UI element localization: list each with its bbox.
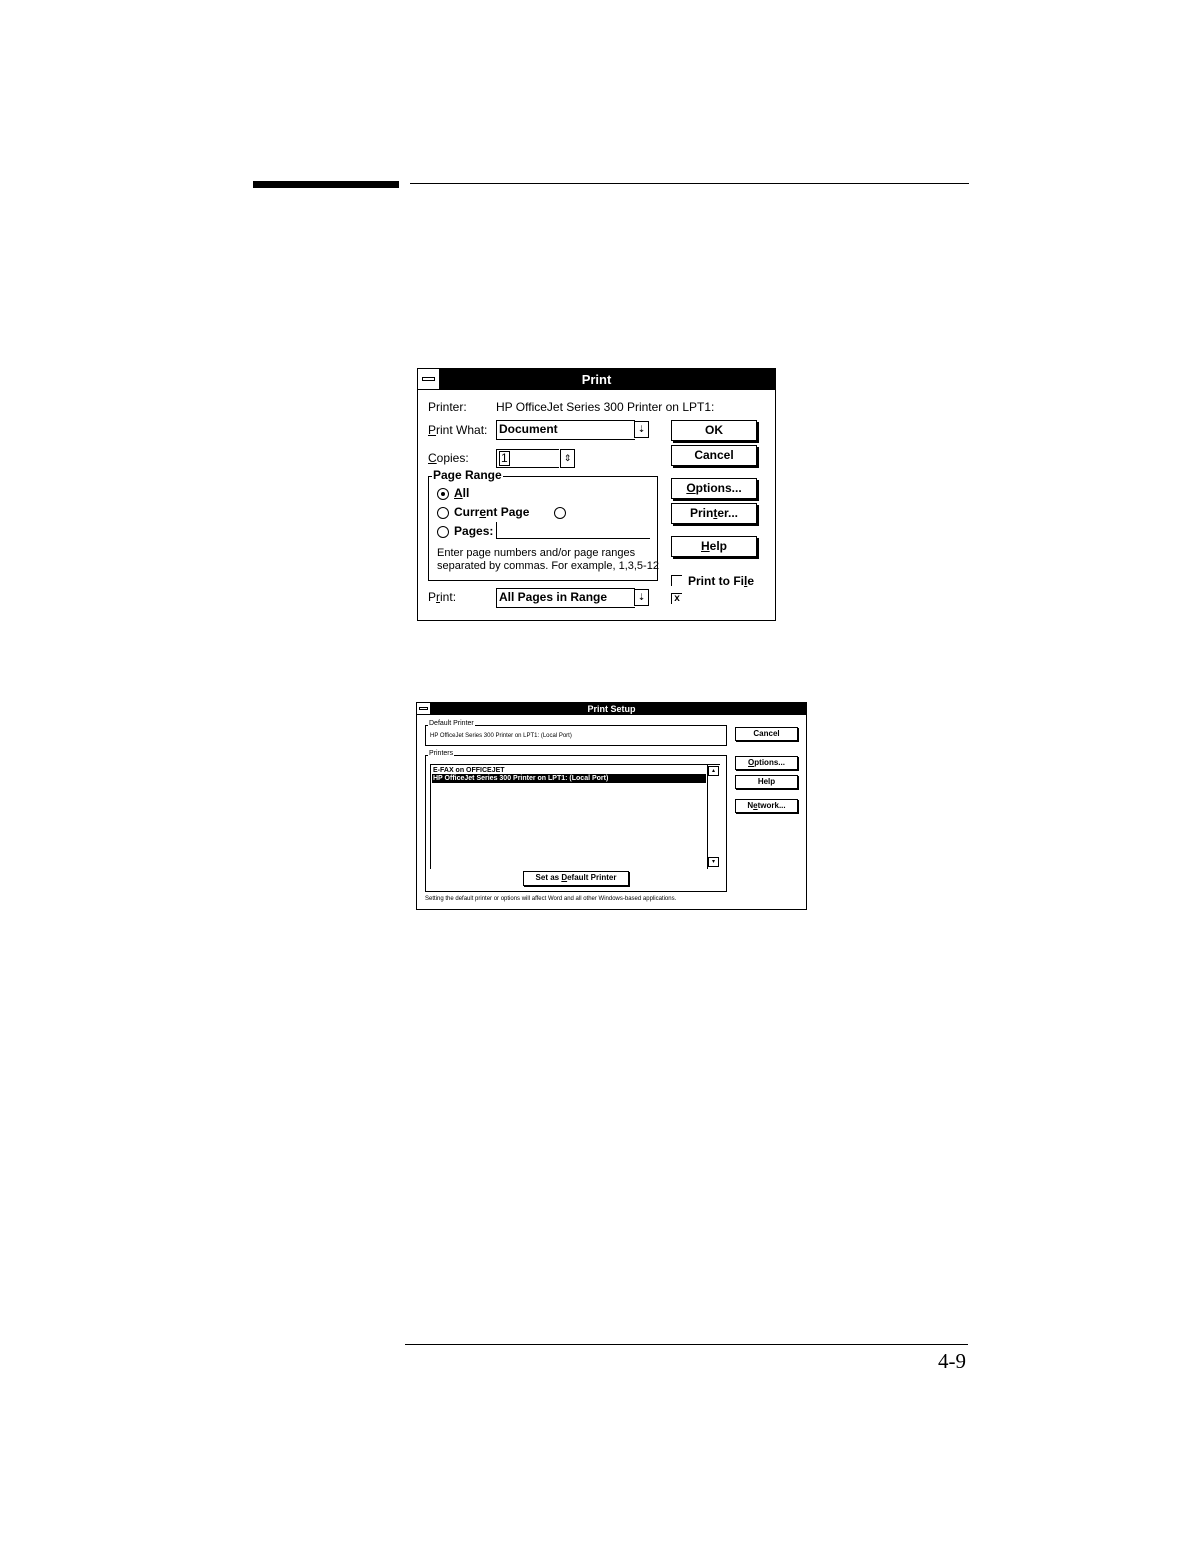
print-to-file-checkbox[interactable] [671,575,682,586]
system-menu-icon[interactable] [417,703,431,715]
print-range-value: All Pages in Range [499,590,608,604]
setup-cancel-button[interactable]: Cancel [735,727,798,741]
print-to-file-label: Print to File [688,574,755,588]
footer-rule [405,1344,968,1345]
collate-checkbox[interactable]: x [671,593,682,604]
default-printer-value: HP OfficeJet Series 300 Printer on LPT1: (Local Port) [430,733,572,739]
set-default-printer-button[interactable]: Set as Default Printer [523,871,629,886]
print-what-select[interactable] [496,420,635,440]
setup-footer-note: Setting the default printer or options will affect Word and all other Windows-based applications. [425,896,677,902]
printer-value: HP OfficeJet Series 300 Printer on LPT1: [496,400,715,414]
copies-input[interactable] [496,449,559,468]
printer-label: Printer: [428,400,467,414]
printers-listbox[interactable] [430,764,720,869]
page-number: 4-9 [938,1349,966,1373]
page-range-title: Page Range [433,468,502,482]
header-rule-thin [410,183,969,184]
copies-label: Copies: [428,451,469,465]
system-menu-icon[interactable] [418,369,440,390]
printers-title: Printers [429,750,454,757]
default-printer-title: Default Printer [429,720,474,727]
print-range-select[interactable] [496,588,635,608]
options-button[interactable]: Options... [671,478,757,499]
print-dialog-title: Print [581,372,612,387]
header-rule-thick [253,181,399,188]
setup-help-button[interactable]: Help [735,775,798,789]
help-button[interactable]: Help [671,536,757,557]
print-dialog-titlebar [418,369,775,390]
print-what-value: Document [499,422,558,436]
print-setup-titlebar [417,703,806,715]
print-setup-dialog [416,702,807,910]
copies-value: 1 [501,451,508,465]
print-what-dropdown-icon[interactable]: ⇣ [634,421,649,438]
print-setup-title: Print Setup [587,704,636,714]
range-pages-radio[interactable] [437,526,449,538]
range-all-radio[interactable] [437,488,449,500]
range-hint-line1: Enter page numbers and/or page ranges [437,547,636,559]
copies-spinner-icon[interactable]: ⇕ [560,449,575,468]
printers-scrollbar[interactable] [707,765,708,869]
printer-button[interactable]: Printer... [671,503,757,524]
setup-options-button[interactable]: Options... [735,756,798,770]
range-pages-label: Pages: [454,524,494,538]
list-item[interactable]: E-FAX on OFFICEJET [433,767,505,774]
range-hint-line2: separated by commas. For example, 1,3,5-12 [437,560,659,572]
ok-button[interactable]: OK [671,420,757,441]
print-dialog [417,368,776,621]
range-current-page-radio[interactable] [437,507,449,519]
print-label: Print: [428,590,457,604]
pages-input[interactable] [496,522,650,539]
scroll-up-icon[interactable]: ▴ [708,766,719,776]
list-item[interactable]: HP OfficeJet Series 300 Printer on LPT1: (Local Port) [432,774,706,783]
print-range-dropdown-icon[interactable]: ⇣ [634,589,649,606]
range-current-page-label: Current Page [454,505,530,519]
range-selection-radio[interactable] [554,507,566,519]
scroll-down-icon[interactable]: ▾ [708,857,719,867]
cancel-button[interactable]: Cancel [671,445,757,466]
range-all-label: All [454,486,470,500]
setup-network-button[interactable]: Network... [735,799,798,813]
print-what-label: Print What: [428,423,488,437]
